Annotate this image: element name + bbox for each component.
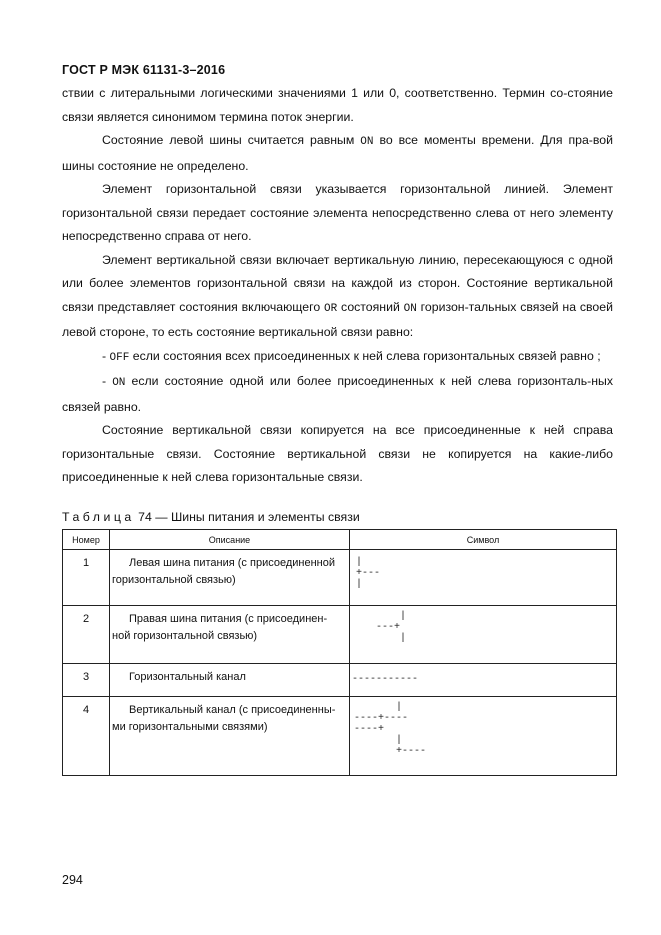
header-description: Описание	[110, 530, 350, 550]
paragraph-4	[62, 249, 613, 345]
paragraph-4-start: Элемент вертикальной связи включает вертикальную линию, пересекающуюся с одной или более элементов горизонтальной связи на каждой из сторон. Состояние вертикальной связи представляет состояния включающего	[62, 252, 613, 314]
row-number: 3	[63, 664, 110, 697]
row-description-first-line: Горизонтальный канал	[129, 671, 246, 683]
list-item-text: если состояние одной или более присоединенных к ней слева горизонталь-ных связей равно.	[62, 374, 614, 414]
table-row	[63, 664, 617, 697]
row-description	[110, 550, 350, 606]
list-dash: -	[102, 348, 110, 363]
row-description-first-line: Вертикальный канал (с присоединенны-	[129, 704, 336, 716]
vertical-link-symbol	[350, 697, 617, 776]
list-item-text: если состояния всех присоединенных к ней слева горизонтальных связей равно ;	[129, 348, 601, 363]
page-number: 294	[62, 873, 83, 887]
list-item-off	[62, 345, 613, 371]
list-item-on	[62, 370, 613, 419]
body-text	[62, 82, 613, 490]
row-description	[110, 606, 350, 664]
row-description	[110, 697, 350, 776]
row-description-rest: ной горизонтальной связью)	[112, 630, 258, 642]
row-description-first-line: Правая шина питания (с присоединен-	[129, 613, 328, 625]
row-number: 2	[63, 606, 110, 664]
list-dash: -	[102, 374, 113, 388]
paragraph-4-end: горизон-тальных связей на своей левой стороне, то есть состояние вертикальной связи равно:	[62, 299, 613, 339]
table-row	[63, 606, 617, 664]
row-description-rest: горизонтальной связью)	[112, 574, 236, 586]
document-header: ГОСТ Р МЭК 61131-3–2016	[62, 63, 226, 77]
row-number: 4	[63, 697, 110, 776]
code-on: ON	[360, 136, 374, 148]
paragraph-2	[62, 129, 613, 178]
row-description-rest: ми горизонтальными связями)	[112, 721, 268, 733]
table-caption-title: 74 — Шины питания и элементы связи	[134, 510, 360, 524]
code-on: ON	[112, 377, 126, 389]
table-header-row	[63, 530, 617, 550]
table-row	[63, 550, 617, 606]
code-off: OFF	[109, 351, 130, 364]
table-caption	[62, 510, 360, 524]
horizontal-link-glyph: -----------	[352, 674, 419, 685]
row-description	[110, 664, 350, 697]
left-power-rail-symbol	[350, 550, 617, 606]
paragraph-5: Состояние вертикальной связи копируется на все присоединенные к ней справа горизонтальные связи. Состояние вертикальной связи не копируется на какие-либо присоединенные к ней слева горизонтальные связи.	[62, 423, 613, 484]
header-symbol: Символ	[350, 530, 617, 550]
right-power-rail-symbol	[350, 606, 617, 664]
horizontal-link-symbol	[350, 664, 617, 697]
paragraph-4-middle: состояний	[337, 299, 404, 314]
vertical-link-glyph: | ----+---- ----+ | +----	[354, 702, 427, 757]
paragraph-2-start: Состояние левой шины считается равным	[102, 133, 361, 147]
left-rail-glyph: | +--- |	[356, 557, 381, 590]
table-caption-label: Таблица	[62, 510, 135, 524]
right-rail-glyph: | ---+ |	[376, 611, 407, 644]
row-number: 1	[63, 550, 110, 606]
paragraph-1: ствии с литеральными логическими значениями 1 или 0, соответственно. Термин со-стояние связи является синонимом термина поток энергии.	[62, 86, 613, 124]
paragraph-2-end: во все моменты времени. Для пра-вой шины состояние не определено.	[62, 133, 613, 173]
header-number: Номер	[63, 530, 110, 550]
power-rails-table	[62, 529, 617, 776]
row-description-first-line: Левая шина питания (с присоединенной	[129, 557, 335, 569]
code-or: OR	[324, 302, 338, 315]
code-on: ON	[403, 302, 417, 315]
table-row	[63, 697, 617, 776]
paragraph-3: Элемент горизонтальной связи указывается горизонтальной линией. Элемент горизонтальной связи передает состояние элемента непосредственно слева от него элементу непосредственно справа от него.	[62, 182, 613, 243]
